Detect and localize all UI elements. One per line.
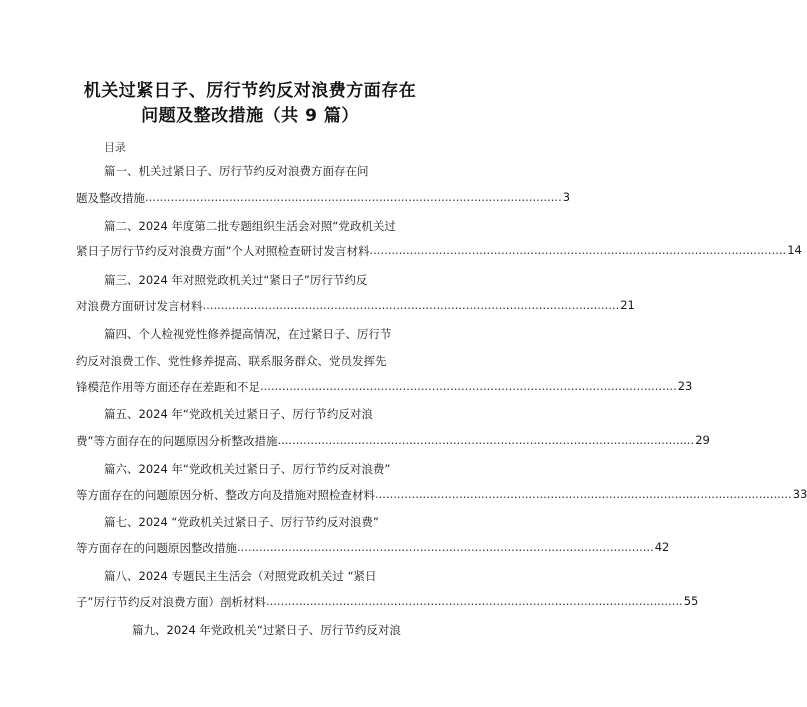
toc-entry-5-line-1: 篇五、2024 年“党政机关过紧日子、厉行节约反对浪	[104, 407, 373, 421]
toc-entry-4-last-line[interactable]	[76, 379, 693, 395]
toc-entry-3-text: 对浪费方面研讨发言材料	[76, 299, 203, 313]
toc-entry-4-text: 锋模范作用等方面还存在差距和不足	[76, 380, 260, 394]
toc-leader-dots: ..................................................................................................................	[202, 298, 620, 312]
toc-entry-6-last-line[interactable]	[76, 487, 807, 503]
toc-leader-dots: ..................................................................................................................	[277, 433, 695, 447]
toc-entry-8-last-line[interactable]	[76, 594, 699, 610]
toc-entry-1-text: 题及整改措施	[76, 191, 145, 205]
document-title-line-2: 问题及整改措施（共 9 篇）	[141, 106, 359, 126]
toc-leader-dots: ..................................................................................................................	[375, 487, 792, 501]
toc-entry-4-page: 23	[677, 379, 693, 393]
toc-entry-7-last-line[interactable]	[76, 540, 670, 556]
toc-entry-1-last-line[interactable]	[76, 190, 571, 206]
toc-entry-2-page: 14	[787, 243, 802, 257]
toc-entry-2-text: 紧日子厉行节约反对浪费方面”个人对照检查研讨发言材料	[76, 244, 370, 258]
toc-entry-3-line-1: 篇三、2024 年对照党政机关过“紧日子”厉行节约反	[104, 273, 368, 287]
toc-entry-7-page: 42	[654, 540, 670, 554]
toc-leader-dots: ..................................................................................................................	[260, 379, 677, 393]
toc-entry-2-line-1: 篇二、2024 年度第二批专题组织生活会对照“党政机关过	[104, 219, 396, 233]
toc-entry-1-page: 3	[562, 190, 571, 204]
toc-entry-8-line-1: 篇八、2024 专题民主生活会（对照党政机关过 “紧日	[104, 569, 377, 583]
toc-entry-3-last-line[interactable]	[76, 298, 635, 314]
toc-entry-6-line-1: 篇六、2024 年“党政机关过紧日子、厉行节约反对浪费”	[104, 462, 391, 476]
toc-entry-7-line-1: 篇七、2024 “党政机关过紧日子、厉行节约反对浪费”	[104, 515, 379, 529]
toc-entry-6-page: 33	[792, 487, 807, 501]
toc-entry-4-line-1: 篇四、个人检视党性修养提高情况，在过紧日子、厉行节	[104, 327, 392, 341]
toc-entry-7-text: 等方面存在的问题原因整改措施	[76, 541, 237, 555]
document-title-line-1: 机关过紧日子、厉行节约反对浪费方面存在	[83, 81, 417, 101]
toc-entry-5-last-line[interactable]	[76, 433, 710, 449]
toc-entry-6-text: 等方面存在的问题原因分析、整改方向及措施对照检查材料	[76, 488, 375, 502]
toc-entry-5-page: 29	[695, 433, 710, 447]
toc-entry-8-text: 子”厉行节约反对浪费方面）剖析材料	[76, 595, 266, 609]
toc-entry-4-line-2: 约反对浪费工作、党性修养提高、联系服务群众、党员发挥先	[76, 354, 387, 368]
toc-entry-3-page: 21	[620, 298, 635, 312]
toc-entry-1-line-1: 篇一、机关过紧日子、厉行节约反对浪费方面存在问	[104, 164, 369, 178]
toc-leader-dots: ..................................................................................................................	[265, 594, 683, 608]
toc-heading: 目录	[104, 141, 126, 154]
toc-entry-9-line-1[interactable]: 篇九、2024 年党政机关“过紧日子、厉行节约反对浪	[132, 623, 401, 637]
toc-leader-dots: ..................................................................................................................	[369, 243, 787, 257]
toc-entry-5-text: 费”等方面存在的问题原因分析整改措施	[76, 434, 278, 448]
toc-leader-dots: ..................................................................................................................	[237, 540, 654, 554]
toc-entry-2-last-line[interactable]	[76, 243, 802, 259]
toc-leader-dots: ..................................................................................................................	[145, 190, 562, 204]
toc-entry-8-page: 55	[683, 594, 699, 608]
